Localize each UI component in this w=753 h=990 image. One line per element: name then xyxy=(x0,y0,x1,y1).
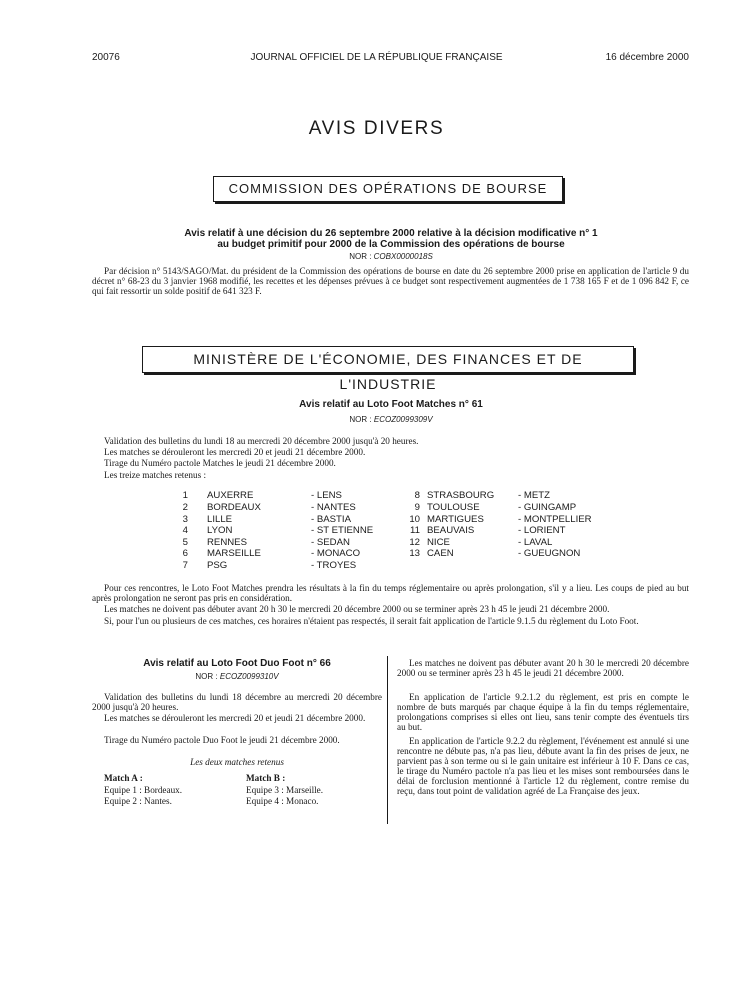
match-a-team1: Equipe 1 : Bordeaux. xyxy=(104,785,183,795)
loto-paragraph-reglement: Si, pour l'un ou plusieurs de ces matches, ces horaires n'étaient pas respectés, il serait fait application de l'article 9.1.5 du règlement du Loto Foot. xyxy=(104,616,639,626)
match-home: PSG xyxy=(207,560,228,571)
match-number: 2 xyxy=(182,502,188,513)
match-away: - METZ xyxy=(518,490,550,501)
duo-paragraph-tirage: Tirage du Numéro pactole Duo Foot le jeudi 21 décembre 2000. xyxy=(104,735,340,745)
match-number: 10 xyxy=(409,514,420,525)
match-number: 7 xyxy=(182,560,188,571)
match-a-team2: Equipe 2 : Nantes. xyxy=(104,796,172,806)
match-row xyxy=(400,514,420,525)
match-number: 13 xyxy=(409,548,420,559)
match-away: - MONTPELLIER xyxy=(518,514,592,525)
section-box-ministere: MINISTÈRE DE L'ÉCONOMIE, DES FINANCES ET DE L'INDUSTRIE xyxy=(142,346,634,373)
match-number: 5 xyxy=(182,537,188,548)
match-home: MARTIGUES xyxy=(427,514,484,525)
avis-loto-title: Avis relatif au Loto Foot Matches n° 61 xyxy=(299,399,483,410)
avis-cob-title xyxy=(96,228,686,250)
match-row xyxy=(168,514,188,525)
match-number: 3 xyxy=(182,514,188,525)
section-box-cob: COMMISSION DES OPÉRATIONS DE BOURSE xyxy=(213,176,563,202)
match-home: CAEN xyxy=(427,548,454,559)
match-row xyxy=(400,537,420,548)
issue-date: 16 décembre 2000 xyxy=(605,52,689,63)
match-away: - GUEUGNON xyxy=(518,548,581,559)
loto-paragraph-resultats: Pour ces rencontres, le Loto Foot Matches prendra les résultats à la fin du temps réglementaire ou après prolongation, s'il y a lieu. Les coups de pied au but après prolongation ne seront pas pris en considération. xyxy=(92,583,689,603)
loto-line-treize: Les treize matches retenus : xyxy=(104,470,207,480)
match-home: BEAUVAIS xyxy=(427,525,475,536)
nor-code: COBX0000018S xyxy=(373,252,433,261)
match-away: - TROYES xyxy=(311,560,357,571)
match-number: 9 xyxy=(414,502,420,513)
avis-cob-title-line1: Avis relatif à une décision du 26 septembre 2000 relative à la décision modificative n° 1 xyxy=(184,228,598,239)
avis-duo-title: Avis relatif au Loto Foot Duo Foot n° 66 xyxy=(143,658,331,669)
match-row xyxy=(168,537,188,548)
match-home: TOULOUSE xyxy=(427,502,480,513)
match-row xyxy=(400,490,420,501)
loto-line-matches: Les matches se dérouleront les mercredi 20 et jeudi 21 décembre 2000. xyxy=(104,447,366,457)
match-b-team4: Equipe 4 : Monaco. xyxy=(246,796,319,806)
avis-duo-nor xyxy=(92,672,382,681)
match-home: MARSEILLE xyxy=(207,548,261,559)
match-home: STRASBOURG xyxy=(427,490,495,501)
match-row xyxy=(400,548,420,559)
match-away: - MONACO xyxy=(311,548,361,559)
match-a-label: Match A : xyxy=(104,773,143,783)
duo-paragraph-matches: Les matches se dérouleront les mercredi 20 et jeudi 21 décembre 2000. xyxy=(104,713,366,723)
match-home: RENNES xyxy=(207,537,247,548)
match-row xyxy=(168,548,188,559)
page-number: 20076 xyxy=(92,52,120,63)
match-row xyxy=(168,525,188,536)
match-row xyxy=(168,502,188,513)
match-row xyxy=(400,502,420,513)
avis-loto-nor xyxy=(96,415,686,424)
match-home: LILLE xyxy=(207,514,233,525)
match-number: 12 xyxy=(409,537,420,548)
match-number: 4 xyxy=(182,525,188,536)
match-number: 8 xyxy=(414,490,420,501)
match-away: - LAVAL xyxy=(518,537,553,548)
loto-line-validation: Validation des bulletins du lundi 18 au mercredi 20 décembre 2000 jusqu'à 20 heures. xyxy=(104,436,419,446)
match-away: - SEDAN xyxy=(311,537,350,548)
match-away: - LENS xyxy=(311,490,342,501)
match-away: - LORIENT xyxy=(518,525,566,536)
match-home: AUXERRE xyxy=(207,490,254,501)
match-away: - GUINGAMP xyxy=(518,502,577,513)
match-away: - NANTES xyxy=(311,502,356,513)
loto-paragraph-horaires: Les matches ne doivent pas débuter avant 20 h 30 le mercredi 20 décembre 2000 ou se terminer après 23 h 45 le jeudi 21 décembre 2000. xyxy=(104,604,610,614)
duo-paragraph-buts: En application de l'article 9.2.1.2 du règlement, est pris en compte le nombre de buts marqués par chaque équipe à la fin du temps réglementaire, prolongations comprises si elles ont lieu, sans tenir compte des éventuels tirs au but. xyxy=(397,692,689,732)
match-number: 11 xyxy=(410,525,420,536)
nor-label: NOR : xyxy=(195,672,218,681)
match-number: 6 xyxy=(182,548,188,559)
match-home: BORDEAUX xyxy=(207,502,261,513)
match-home: NICE xyxy=(427,537,450,548)
duo-paragraph-horaires: Les matches ne doivent pas débuter avant 20 h 30 le mercredi 20 décembre 2000 ou se terminer après 23 h 45 le jeudi 21 décembre 2000. xyxy=(397,658,689,678)
match-away: - ST ETIENNE xyxy=(311,525,374,536)
duo-paragraph-validation: Validation des bulletins du lundi 18 décembre au mercredi 20 décembre 2000 jusqu'à 20 heures. xyxy=(92,692,382,712)
nor-label: NOR : xyxy=(349,252,372,261)
column-divider xyxy=(387,656,388,824)
nor-code: ECOZ0099309V xyxy=(373,415,433,424)
match-row xyxy=(168,560,188,571)
match-row xyxy=(400,525,420,536)
match-b-team3: Equipe 3 : Marseille. xyxy=(246,785,324,795)
page-title: AVIS DIVERS xyxy=(308,118,445,139)
avis-cob-nor xyxy=(96,252,686,261)
nor-label: NOR : xyxy=(349,415,372,424)
match-home: LYON xyxy=(207,525,233,536)
match-row xyxy=(168,490,188,501)
journal-title: JOURNAL OFFICIEL DE LA RÉPUBLIQUE FRANÇAISE xyxy=(250,52,503,63)
duo-paragraph-annulation: En application de l'article 9.2.2 du règlement, l'événement est annulé si une rencontre ne débute pas, n'a pas lieu, débute avant la fin des prises de jeux, ne parvient pas à son terme ou si le gain unitaire est inférieur à 10 F. Dans ce cas, le tirage du Numéro pactole n'a pas lieu et les mises sont remboursées dans le délai de forclusion mentionné à l'article 12 du règlement, contre remise du reçu, dans tout point de validation agréé de La Française des jeux. xyxy=(397,736,689,796)
loto-line-tirage: Tirage du Numéro pactole Matches le jeudi 21 décembre 2000. xyxy=(104,458,336,468)
avis-cob-title-line2: au budget primitif pour 2000 de la Commission des opérations de bourse xyxy=(217,239,565,250)
duo-subtitle: Les deux matches retenus xyxy=(190,757,284,767)
match-b-label: Match B : xyxy=(246,773,286,783)
nor-code: ECOZ0099310V xyxy=(219,672,279,681)
match-away: - BASTIA xyxy=(311,514,351,525)
avis-cob-body: Par décision n° 5143/SAGO/Mat. du président de la Commission des opérations de bourse en date du 26 septembre 2000 prise en application de l'article 9 du décret n° 68-23 du 3 janvier 1968 modifié, les recettes et les dépenses prévues à ce budget sont respectivement augmentées de 1 738 165 F et de 1 096 842 F, ce qui fait ressortir un solde positif de 641 323 F. xyxy=(92,266,689,296)
match-number: 1 xyxy=(182,490,188,501)
